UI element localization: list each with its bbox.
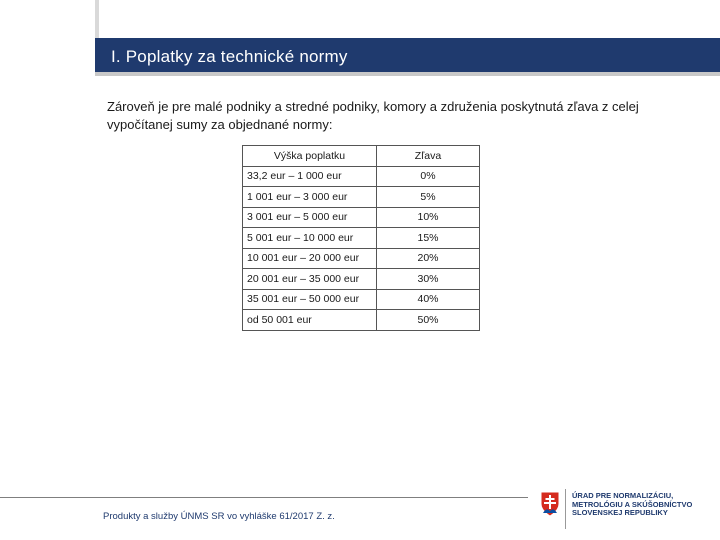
discount-cell: 10% bbox=[377, 207, 480, 228]
table-row bbox=[243, 187, 480, 208]
table-row bbox=[243, 289, 480, 310]
organization-name-line: ÚRAD PRE NORMALIZÁCIU, bbox=[572, 491, 674, 500]
footer-divider bbox=[0, 497, 528, 498]
table-header-row bbox=[243, 146, 480, 167]
fee-range-cell: 33,2 eur – 1 000 eur bbox=[243, 166, 377, 187]
discount-cell: 20% bbox=[377, 248, 480, 269]
discount-cell: 50% bbox=[377, 310, 480, 331]
intro-paragraph: Zároveň je pre malé podniky a stredné podniky, komory a združenia poskytnutá zľava z celej vypočítanej sumy za objednané normy: bbox=[107, 99, 639, 132]
discount-cell: 40% bbox=[377, 289, 480, 310]
table-row bbox=[243, 228, 480, 249]
logo-separator bbox=[565, 489, 566, 529]
discount-cell: 15% bbox=[377, 228, 480, 249]
unms-logo bbox=[540, 489, 715, 529]
organization-name-line: METROLÓGIU A SKÚŠOBNÍCTVO bbox=[572, 499, 693, 509]
table-row bbox=[243, 269, 480, 290]
table-row bbox=[243, 248, 480, 269]
organization-name bbox=[572, 492, 692, 518]
column-header-fee: Výška poplatku bbox=[243, 146, 377, 167]
fee-range-cell: 5 001 eur – 10 000 eur bbox=[243, 228, 377, 249]
fee-range-cell: 35 001 eur – 50 000 eur bbox=[243, 289, 377, 310]
fee-range-cell: 20 001 eur – 35 000 eur bbox=[243, 269, 377, 290]
organization-name-line: SLOVENSKEJ REPUBLIKY bbox=[572, 508, 668, 517]
left-accent-line bbox=[95, 0, 99, 38]
discount-cell: 30% bbox=[377, 269, 480, 290]
footer-text: Produkty a služby ÚNMS SR vo vyhláške 61/2017 Z. z. bbox=[103, 511, 335, 522]
title-bar bbox=[95, 38, 720, 76]
fee-range-cell: od 50 001 eur bbox=[243, 310, 377, 331]
slovak-coat-of-arms-icon bbox=[540, 491, 560, 517]
fee-range-cell: 10 001 eur – 20 000 eur bbox=[243, 248, 377, 269]
table-row bbox=[243, 166, 480, 187]
fee-range-cell: 1 001 eur – 3 000 eur bbox=[243, 187, 377, 208]
table-row bbox=[243, 310, 480, 331]
slide-title: I. Poplatky za technické normy bbox=[111, 47, 348, 66]
discount-cell: 0% bbox=[377, 166, 480, 187]
table-row bbox=[243, 207, 480, 228]
fee-range-cell: 3 001 eur – 5 000 eur bbox=[243, 207, 377, 228]
column-header-discount: Zľava bbox=[377, 146, 480, 167]
discount-table bbox=[242, 145, 480, 331]
discount-cell: 5% bbox=[377, 187, 480, 208]
